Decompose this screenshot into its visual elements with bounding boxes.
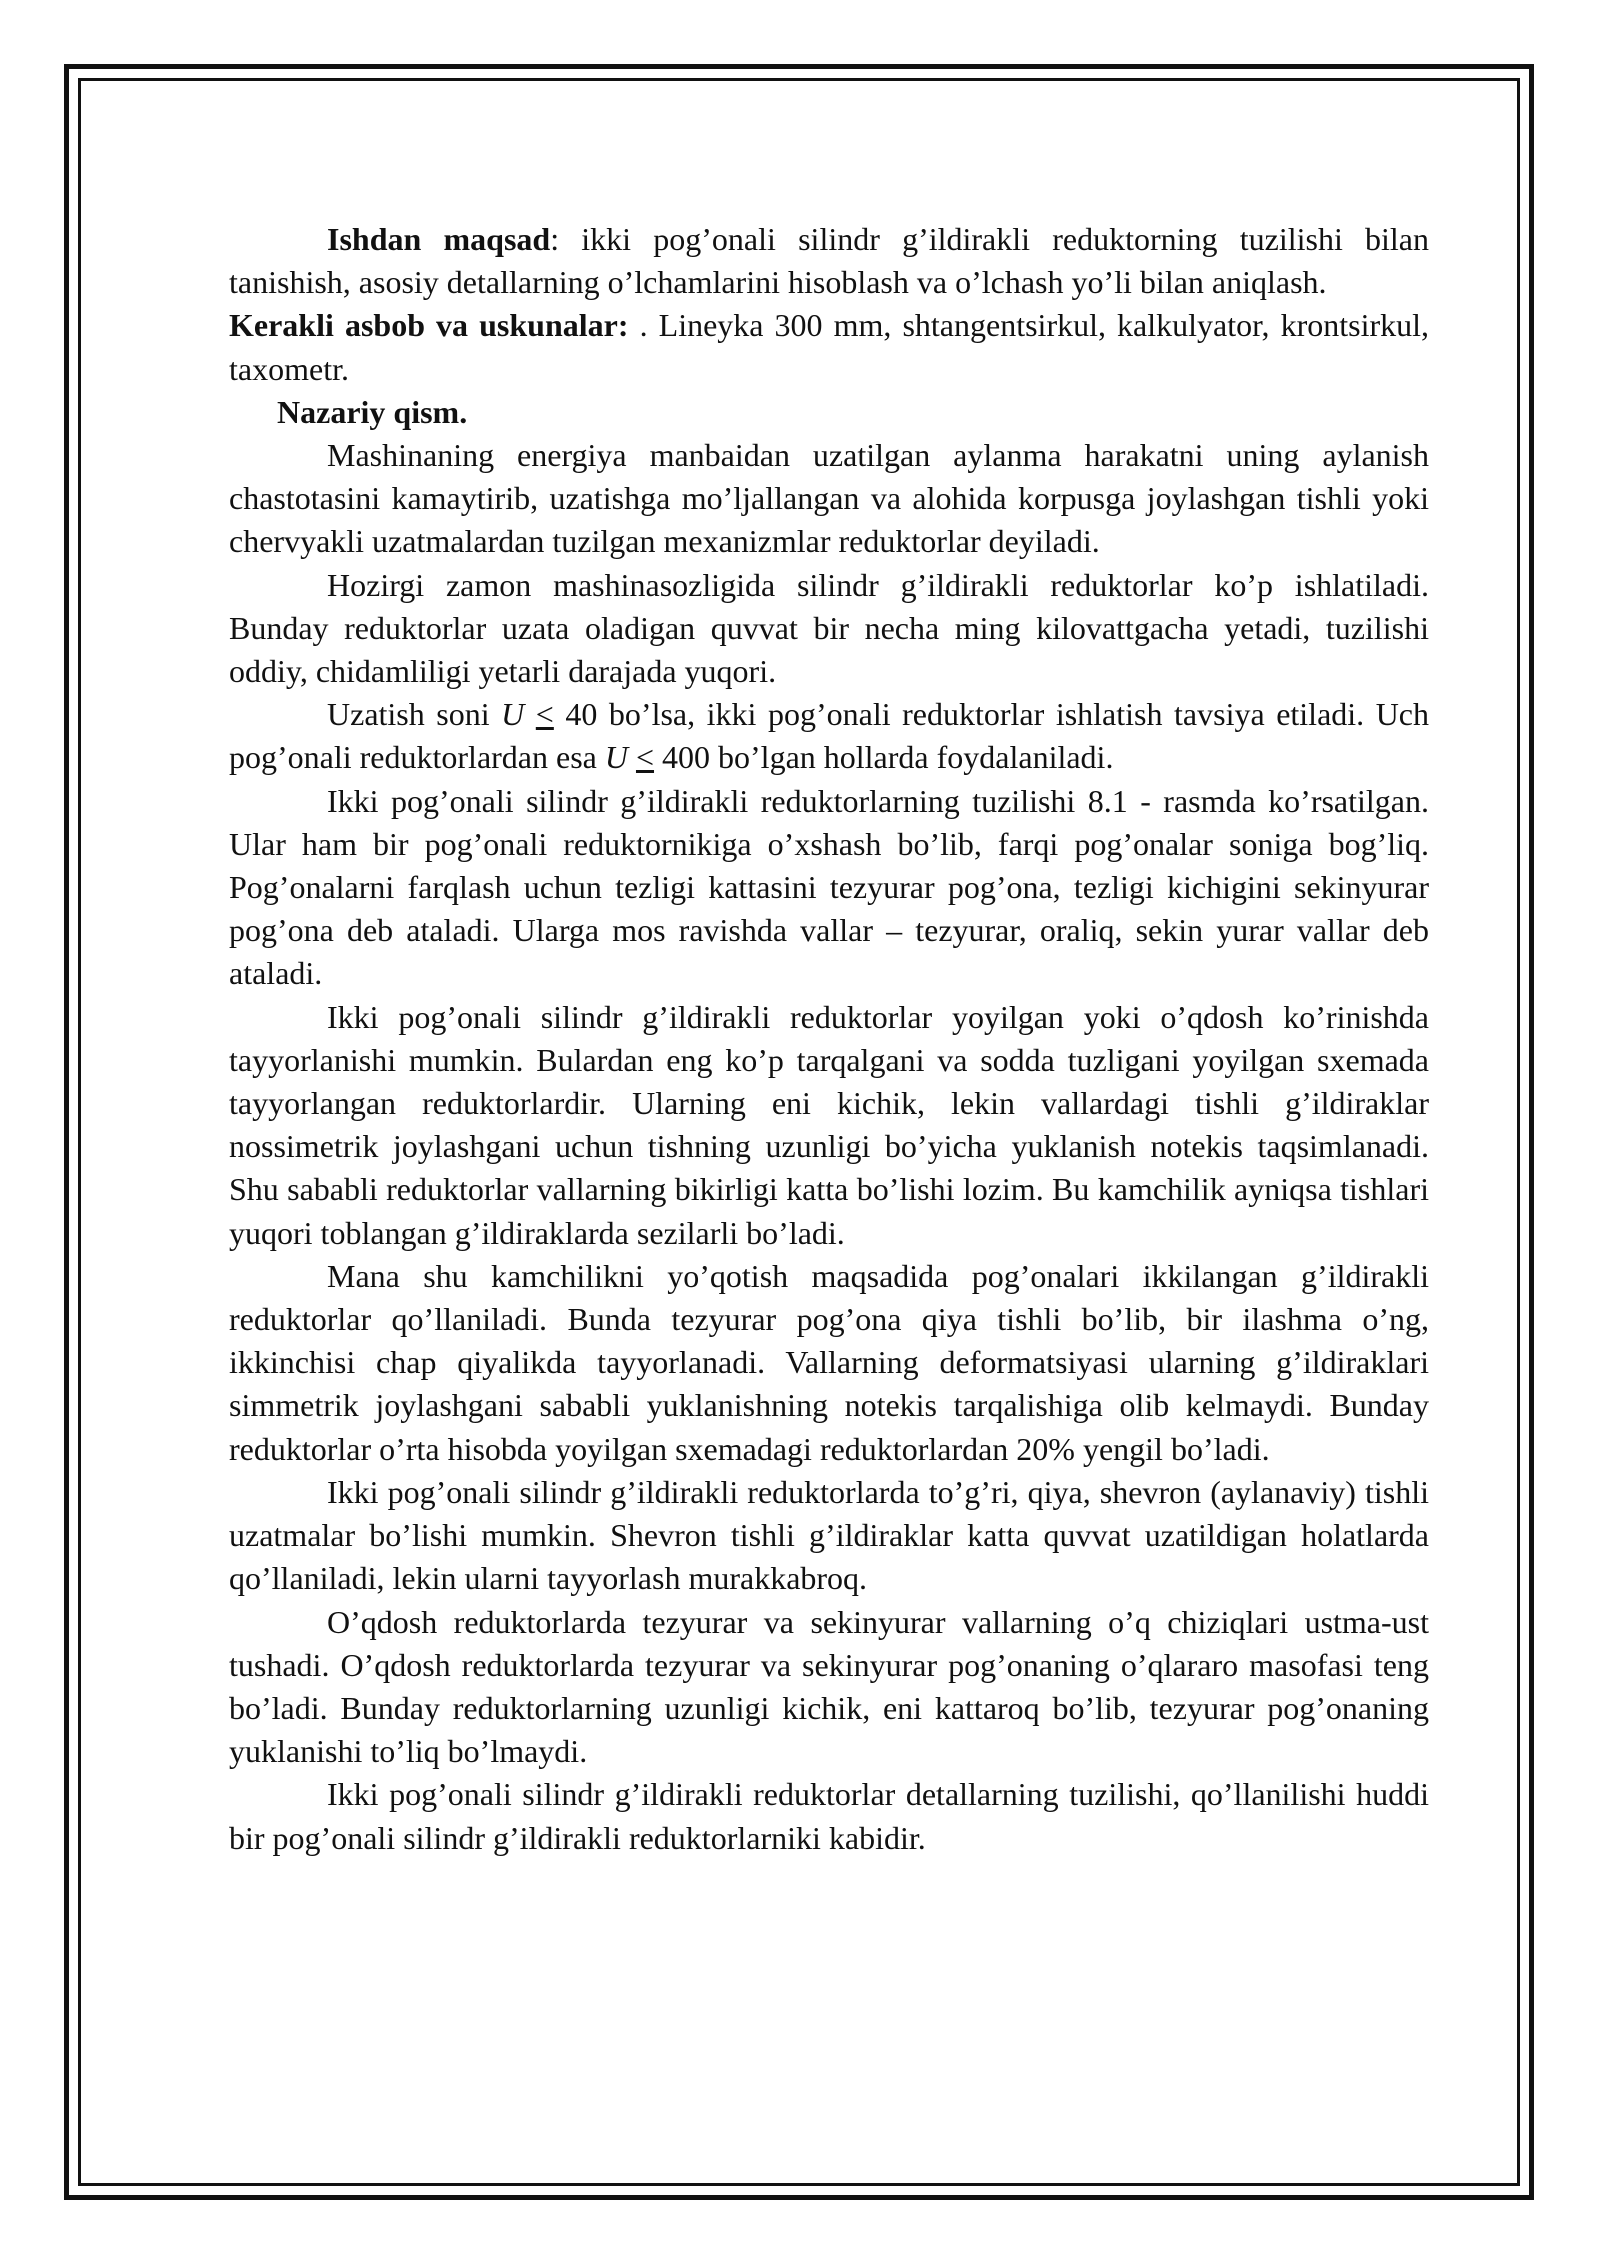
paragraph-8: O’qdosh reduktorlarda tezyurar va sekinyurar vallarning o’q chiziqlari ustma-ust tushadi. O’qdosh reduktorlarda tezyurar va sekinyurar pog’onaning o’qlararo masofasi teng bo’ladi. Bunday reduktorlarning uzunligi kichik, eni kattaroq bo’lib, tezyurar pog’onaning yuklanishi to’liq bo’lmaydi.: [229, 1603, 1429, 1770]
paragraph-9: Ikki pog’onali silindr g’ildirakli reduktorlar detallarning tuzilishi, qo’llanilishi huddi bir pog’onali silindr g’ildirakli reduktorlarniki kabidir.: [229, 1776, 1429, 1856]
paragraph-4: Ikki pog’onali silindr g’ildirakli reduktorlarning tuzilishi 8.1 - rasmda ko’rsatilgan. Ular ham bir pog’onali reduktornikiga o’xshash bo’lib, farqi pog’onalar soniga bog’liq. Pog’onalarni farqlash uchun tezligi kattasini tezyurar pog’ona, tezligi kichigini sekinyurar pog’ona deb ataladi. Ularga mos ravishda vallar – tezyurar, oraliq, sekin yurar vallar deb ataladi.: [229, 782, 1429, 992]
p3-text-a: Uzatish soni: [327, 696, 502, 733]
p3-symbol-u1: U: [501, 696, 525, 733]
purpose-paragraph: [229, 218, 1429, 304]
p3-le-1: <: [535, 696, 554, 733]
paragraph-2: Hozirgi zamon mashinasozligida silindr g’ildirakli reduktorlar ko’p ishlatiladi. Bunday reduktorlar uzata oladigan quvvat bir necha ming kilovattgacha yetadi, tuzilishi oddiy, chidamliligi yetarli darajada yuqori.: [229, 566, 1429, 690]
tools-text: . Lineyka 300 mm, shtangentsirkul, kalkulyator, krontsirkul, taxometr.: [229, 307, 1430, 387]
purpose-colon: :: [550, 221, 560, 257]
purpose-label: Ishdan maqsad: [327, 221, 551, 257]
paragraph-5: Ikki pog’onali silindr g’ildirakli reduktorlar yoyilgan yoki o’qdosh ko’rinishda tayyorlanishi mumkin. Bulardan eng ko’p tarqalgani va sodda tuzligani yoyilgan sxemada tayyorlangan reduktorlardir. Ularning eni kichik, lekin vallardagi tishli g’ildiraklar nossimetrik joylashgani uchun tishning uzunligi bo’yicha yuklanish notekis taqsimlanadi. Shu sababli reduktorlar vallarning bikirligi katta bo’lishi lozim. Bu kamchilik ayniqsa tishlari yuqori toblangan g’ildiraklarda sezilarli bo’ladi.: [229, 998, 1429, 1251]
document-body: [229, 218, 1429, 1860]
purpose-text: ikki pog’onali silindr g’ildirakli reduktorning tuzilishi bilan tanishish, asosiy detallarning o’lchamlarini hisoblash va o’lchash yo’li bilan aniqlash.: [229, 221, 1430, 301]
tools-label: Kerakli asbob va uskunalar:: [229, 307, 629, 344]
tools-paragraph: [229, 304, 1429, 390]
paragraph-7: Ikki pog’onali silindr g’ildirakli reduktorlarda to’g’ri, qiya, shevron (aylanaviy) tishli uzatmalar bo’lishi mumkin. Shevron tishli g’ildiraklar katta quvvat uzatildigan holatlarda qo’llaniladi, lekin ularni tayyorlash murakkabroq.: [229, 1473, 1429, 1597]
theory-heading-text: Nazariy qism.: [277, 393, 468, 430]
p3-text-c: 400 bo’lgan hollarda foydalaniladi.: [654, 739, 1114, 776]
p3-le-2: <: [635, 739, 655, 776]
p3-symbol-u2: U: [604, 739, 628, 776]
paragraph-3: [229, 693, 1429, 779]
p3-text-b: 40 bo’lsa, ikki pog’onali reduktorlar ishlatish tavsiya etiladi. Uch pog’onali reduktorlardan esa: [229, 696, 1429, 776]
paragraph-1: Mashinaning energiya manbaidan uzatilgan aylanma harakatni uning aylanish chastotasini kamaytirib, uzatishga mo’ljallangan va alohida korpusga joylashgan tishli yoki chervyakli uzatmalardan tuzilgan mexanizmlar reduktorlar deyiladi.: [229, 437, 1429, 560]
paragraph-6: Mana shu kamchilikni yo’qotish maqsadida pog’onalari ikkilangan g’ildirakli reduktorlar qo’llaniladi. Bunda tezyurar pog’ona qiya tishli bo’lib, bir ilashma o’ng, ikkinchisi chap qiyalikda tayyorlanadi. Vallarning deformatsiyasi ularning g’ildiraklari simmetrik joylashgani sababli yuklanishning notekis tarqalishiga olib kelmaydi. Bunday reduktorlar o’rta hisobda yoyilgan sxemadagi reduktorlardan 20% yengil bo’ladi.: [229, 1257, 1429, 1467]
theory-heading: [229, 391, 1429, 434]
